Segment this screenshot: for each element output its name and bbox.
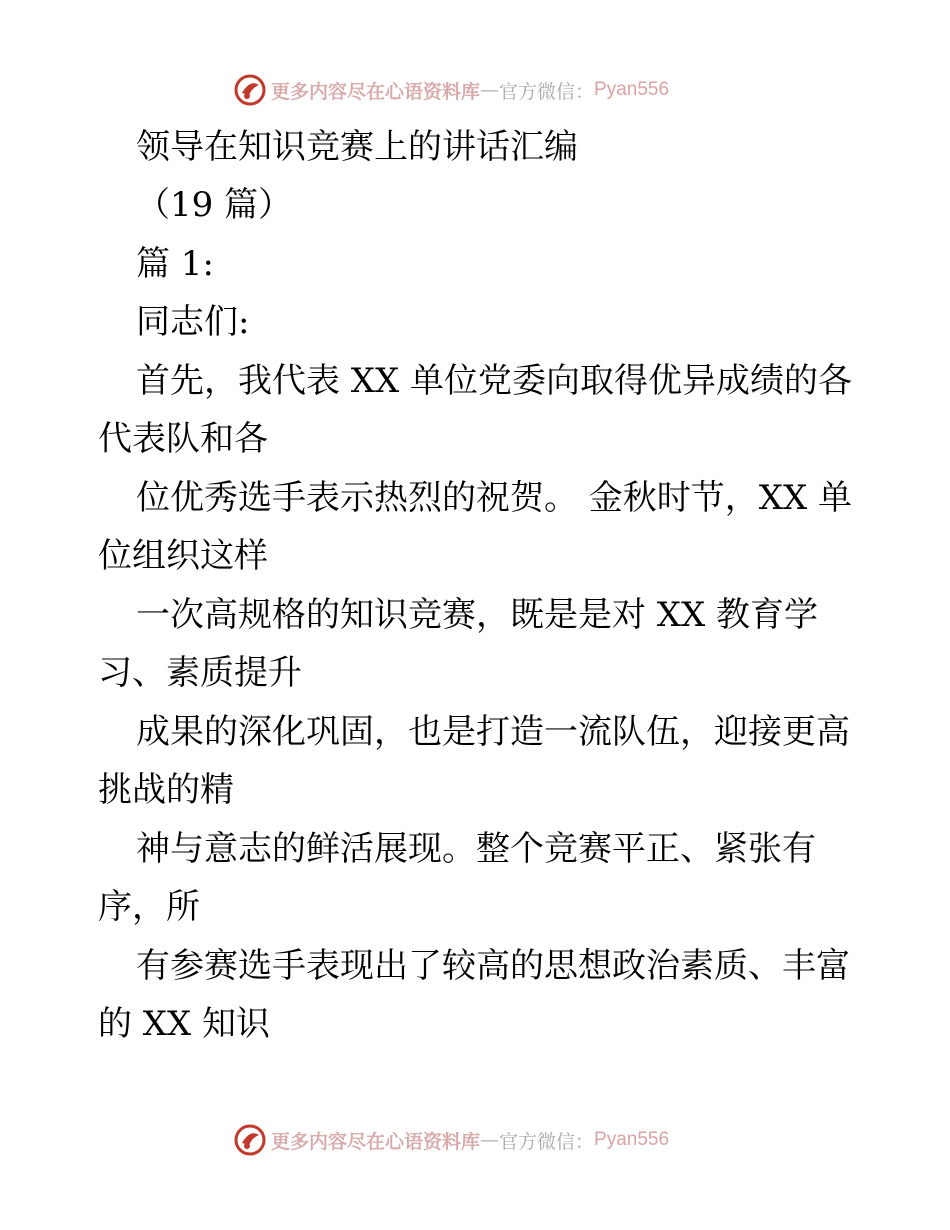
header-banner [0, 70, 950, 110]
body-line: 位优秀选手表示热烈的祝贺。 金秋时节，XX 单 [136, 478, 853, 518]
body-line: 序，所 [98, 887, 200, 927]
document-title: 领导在知识竞赛上的讲话汇编 [136, 127, 578, 167]
logo-icon [233, 1123, 267, 1157]
body-line: 有参赛选手表现出了较高的思想政治素质、丰富 [136, 946, 850, 986]
banner-wechat-label: 官方微信： [499, 80, 595, 103]
greeting: 同志们: [136, 302, 250, 342]
body-line: 成果的深化巩固，也是打造一流队伍，迎接更高 [136, 712, 850, 752]
banner-wechat-label: 官方微信： [499, 1130, 595, 1153]
banner-content [233, 1120, 669, 1160]
body-line: 的 XX 知识 [98, 1004, 271, 1044]
body-line: 挑战的精 [98, 770, 234, 810]
banner-wechat-id: Pyan556 [594, 79, 670, 100]
document-count: （19 篇） [136, 185, 293, 225]
body-line: 神与意志的鲜活展现。整个竞赛平正、紧张有 [136, 829, 816, 869]
banner-site-text: 更多内容尽在心语资料库 [271, 80, 481, 103]
banner-content [233, 70, 669, 110]
logo-icon [233, 73, 267, 107]
section-heading: 篇 1: [136, 244, 214, 284]
banner-dash: — [480, 79, 500, 101]
body-line: 习、素质提升 [98, 653, 302, 693]
body-line: 一次高规格的知识竞赛，既是是对 XX 教育学 [136, 595, 819, 635]
body-line: 首先，我代表 XX 单位党委向取得优异成绩的各 [136, 361, 853, 401]
banner-site-text: 更多内容尽在心语资料库 [271, 1130, 481, 1153]
body-line: 位组织这样 [98, 536, 268, 576]
footer-banner [0, 1120, 950, 1160]
body-line: 代表队和各 [98, 419, 268, 459]
banner-wechat-id: Pyan556 [594, 1129, 670, 1150]
banner-dash: — [480, 1129, 500, 1151]
